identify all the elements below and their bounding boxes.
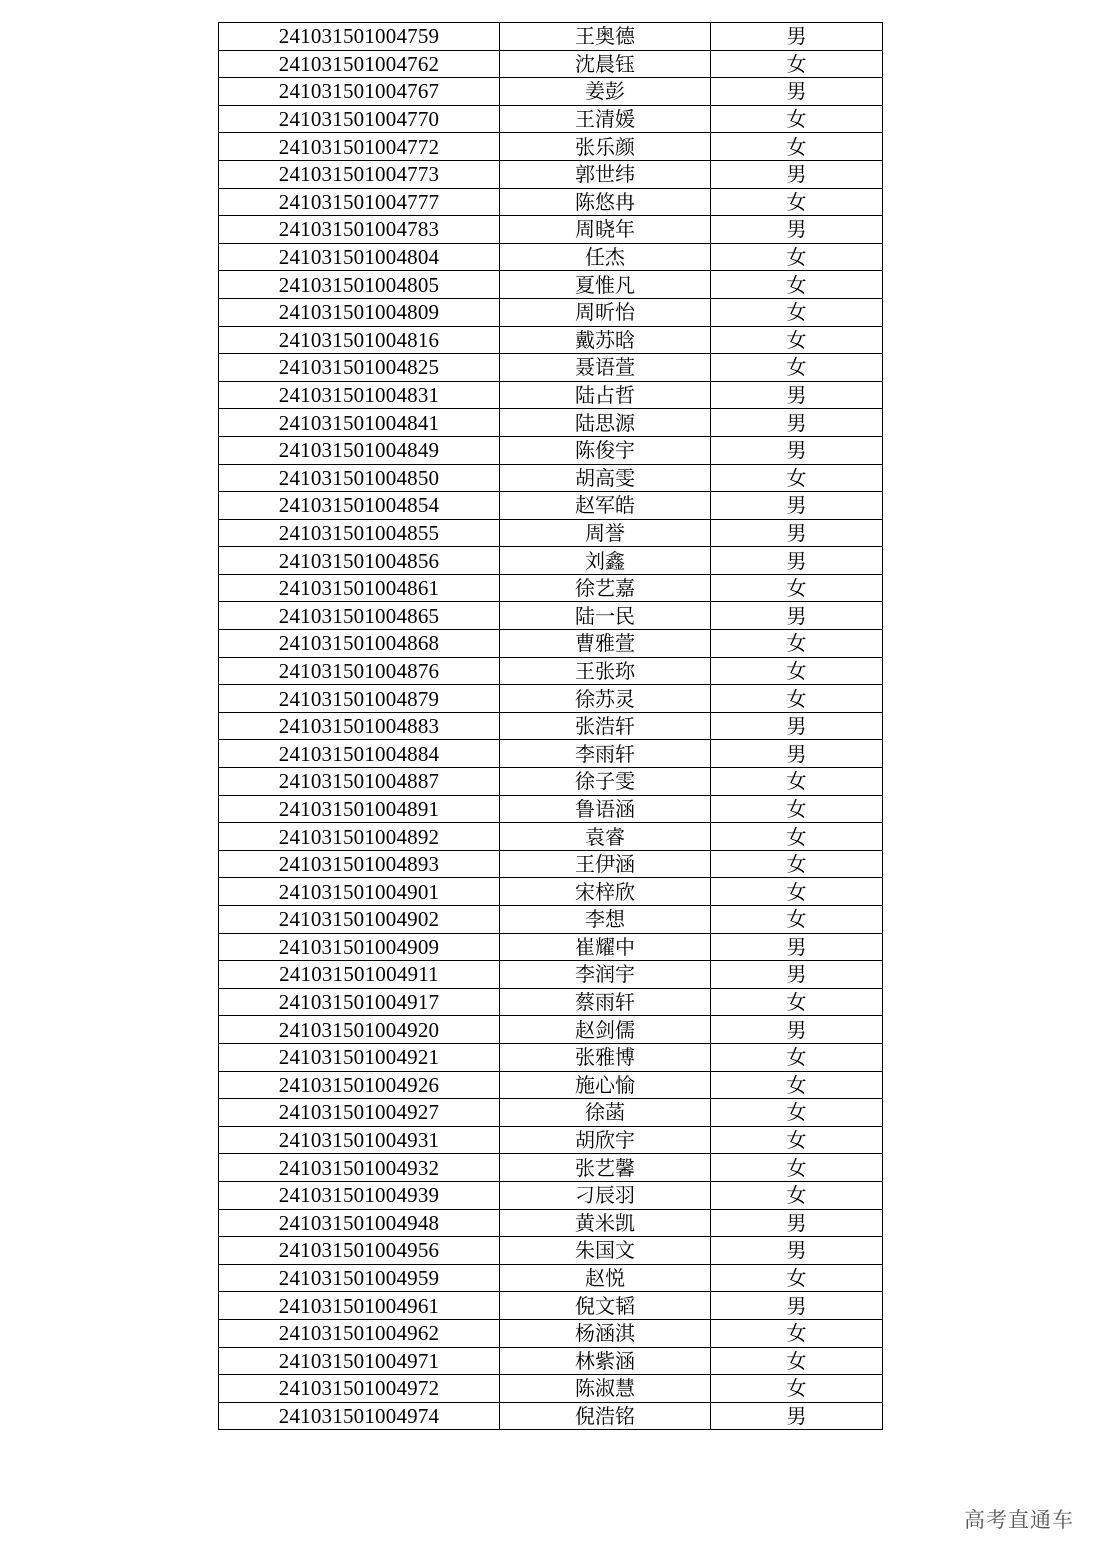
student-name-cell: 赵悦 xyxy=(500,1264,711,1292)
student-id-cell: 241031501004961 xyxy=(219,1292,500,1320)
student-gender-cell: 女 xyxy=(711,657,883,685)
student-name-cell: 刁辰羽 xyxy=(500,1181,711,1209)
student-gender-cell: 男 xyxy=(711,436,883,464)
table-row xyxy=(219,1016,883,1044)
student-name-cell: 陆思源 xyxy=(500,409,711,437)
student-name-cell: 鲁语涵 xyxy=(500,795,711,823)
student-id-cell: 241031501004962 xyxy=(219,1319,500,1347)
table-row xyxy=(219,878,883,906)
student-gender-cell: 女 xyxy=(711,878,883,906)
table-row xyxy=(219,768,883,796)
student-id-cell: 241031501004805 xyxy=(219,271,500,299)
table-row xyxy=(219,795,883,823)
table-row xyxy=(219,298,883,326)
student-id-cell: 241031501004883 xyxy=(219,712,500,740)
student-gender-cell: 女 xyxy=(711,1375,883,1403)
student-name-cell: 赵军皓 xyxy=(500,492,711,520)
table-row xyxy=(219,105,883,133)
student-id-cell: 241031501004816 xyxy=(219,326,500,354)
student-gender-cell: 女 xyxy=(711,850,883,878)
table-row xyxy=(219,1347,883,1375)
student-gender-cell: 女 xyxy=(711,298,883,326)
student-gender-cell: 女 xyxy=(711,464,883,492)
student-name-cell: 李润宇 xyxy=(500,961,711,989)
watermark-text: 高考直通车 xyxy=(964,1508,1074,1532)
table-row xyxy=(219,1126,883,1154)
student-gender-cell: 女 xyxy=(711,1347,883,1375)
student-gender-cell: 男 xyxy=(711,23,883,51)
student-gender-cell: 男 xyxy=(711,1292,883,1320)
student-name-cell: 施心愉 xyxy=(500,1071,711,1099)
student-gender-cell: 男 xyxy=(711,381,883,409)
student-gender-cell: 女 xyxy=(711,326,883,354)
student-id-cell: 241031501004772 xyxy=(219,133,500,161)
table-row xyxy=(219,630,883,658)
student-name-cell: 胡欣宇 xyxy=(500,1126,711,1154)
table-row xyxy=(219,1181,883,1209)
student-gender-cell: 男 xyxy=(711,78,883,106)
table-row xyxy=(219,602,883,630)
student-id-cell: 241031501004902 xyxy=(219,906,500,934)
student-gender-cell: 女 xyxy=(711,795,883,823)
student-id-cell: 241031501004939 xyxy=(219,1181,500,1209)
student-gender-cell: 女 xyxy=(711,133,883,161)
student-id-cell: 241031501004893 xyxy=(219,850,500,878)
student-id-cell: 241031501004879 xyxy=(219,685,500,713)
table-row xyxy=(219,1043,883,1071)
student-id-cell: 241031501004917 xyxy=(219,988,500,1016)
table-row xyxy=(219,1209,883,1237)
table-row xyxy=(219,1402,883,1430)
student-name-cell: 王清媛 xyxy=(500,105,711,133)
student-name-cell: 杨涵淇 xyxy=(500,1319,711,1347)
student-name-cell: 徐苏灵 xyxy=(500,685,711,713)
student-name-cell: 蔡雨轩 xyxy=(500,988,711,1016)
student-gender-cell: 女 xyxy=(711,1319,883,1347)
table-row xyxy=(219,78,883,106)
student-gender-cell: 女 xyxy=(711,50,883,78)
student-name-cell: 陈俊宇 xyxy=(500,436,711,464)
table-row xyxy=(219,381,883,409)
student-name-cell: 张浩轩 xyxy=(500,712,711,740)
student-name-cell: 王伊涵 xyxy=(500,850,711,878)
table-row xyxy=(219,492,883,520)
table-row xyxy=(219,50,883,78)
student-id-cell: 241031501004759 xyxy=(219,23,500,51)
student-name-cell: 陆占哲 xyxy=(500,381,711,409)
student-gender-cell: 男 xyxy=(711,933,883,961)
table-row xyxy=(219,1264,883,1292)
table-row xyxy=(219,850,883,878)
student-id-cell: 241031501004854 xyxy=(219,492,500,520)
student-id-cell: 241031501004892 xyxy=(219,823,500,851)
student-gender-cell: 女 xyxy=(711,574,883,602)
student-name-cell: 李雨轩 xyxy=(500,740,711,768)
student-name-cell: 陈悠冉 xyxy=(500,188,711,216)
table-row xyxy=(219,243,883,271)
student-id-cell: 241031501004956 xyxy=(219,1237,500,1265)
table-row xyxy=(219,188,883,216)
student-gender-cell: 男 xyxy=(711,961,883,989)
table-row xyxy=(219,133,883,161)
table-row xyxy=(219,160,883,188)
student-gender-cell: 女 xyxy=(711,685,883,713)
student-id-cell: 241031501004921 xyxy=(219,1043,500,1071)
student-gender-cell: 男 xyxy=(711,740,883,768)
student-name-cell: 徐艺嘉 xyxy=(500,574,711,602)
student-gender-cell: 男 xyxy=(711,492,883,520)
student-gender-cell: 男 xyxy=(711,409,883,437)
student-id-cell: 241031501004762 xyxy=(219,50,500,78)
table-row xyxy=(219,1071,883,1099)
table-row xyxy=(219,740,883,768)
table-row xyxy=(219,1375,883,1403)
student-id-cell: 241031501004911 xyxy=(219,961,500,989)
student-name-cell: 陈淑慧 xyxy=(500,1375,711,1403)
student-gender-cell: 女 xyxy=(711,1126,883,1154)
student-name-cell: 任杰 xyxy=(500,243,711,271)
student-id-cell: 241031501004783 xyxy=(219,216,500,244)
student-name-cell: 黄米凯 xyxy=(500,1209,711,1237)
table-row xyxy=(219,1319,883,1347)
student-id-cell: 241031501004974 xyxy=(219,1402,500,1430)
student-gender-cell: 女 xyxy=(711,1181,883,1209)
student-name-cell: 周誉 xyxy=(500,519,711,547)
student-id-cell: 241031501004865 xyxy=(219,602,500,630)
student-gender-cell: 女 xyxy=(711,271,883,299)
student-gender-cell: 男 xyxy=(711,602,883,630)
student-gender-cell: 女 xyxy=(711,1043,883,1071)
student-gender-cell: 男 xyxy=(711,1402,883,1430)
table-row xyxy=(219,1154,883,1182)
student-name-cell: 张乐颜 xyxy=(500,133,711,161)
student-name-cell: 陆一民 xyxy=(500,602,711,630)
student-gender-cell: 女 xyxy=(711,243,883,271)
student-gender-cell: 女 xyxy=(711,1264,883,1292)
student-gender-cell: 男 xyxy=(711,1237,883,1265)
student-name-cell: 曹雅萱 xyxy=(500,630,711,658)
student-id-cell: 241031501004959 xyxy=(219,1264,500,1292)
student-id-cell: 241031501004777 xyxy=(219,188,500,216)
student-gender-cell: 男 xyxy=(711,160,883,188)
student-gender-cell: 女 xyxy=(711,1154,883,1182)
table-row xyxy=(219,906,883,934)
table-row xyxy=(219,23,883,51)
table-row xyxy=(219,1292,883,1320)
student-gender-cell: 男 xyxy=(711,1016,883,1044)
student-id-cell: 241031501004972 xyxy=(219,1375,500,1403)
table-row xyxy=(219,326,883,354)
student-id-cell: 241031501004901 xyxy=(219,878,500,906)
student-name-cell: 李想 xyxy=(500,906,711,934)
student-id-cell: 241031501004971 xyxy=(219,1347,500,1375)
student-id-cell: 241031501004809 xyxy=(219,298,500,326)
student-id-cell: 241031501004861 xyxy=(219,574,500,602)
table-row xyxy=(219,657,883,685)
student-name-cell: 倪浩铭 xyxy=(500,1402,711,1430)
table-row xyxy=(219,464,883,492)
table-row xyxy=(219,436,883,464)
student-name-cell: 赵剑儒 xyxy=(500,1016,711,1044)
table-row xyxy=(219,685,883,713)
student-id-cell: 241031501004909 xyxy=(219,933,500,961)
table-row xyxy=(219,933,883,961)
student-gender-cell: 女 xyxy=(711,823,883,851)
student-id-cell: 241031501004920 xyxy=(219,1016,500,1044)
student-id-cell: 241031501004932 xyxy=(219,1154,500,1182)
table-row xyxy=(219,712,883,740)
student-roster-table xyxy=(218,22,883,1430)
student-name-cell: 夏惟凡 xyxy=(500,271,711,299)
student-id-cell: 241031501004855 xyxy=(219,519,500,547)
table-row xyxy=(219,988,883,1016)
student-id-cell: 241031501004926 xyxy=(219,1071,500,1099)
student-id-cell: 241031501004825 xyxy=(219,354,500,382)
student-id-cell: 241031501004927 xyxy=(219,1099,500,1127)
student-gender-cell: 男 xyxy=(711,547,883,575)
student-id-cell: 241031501004891 xyxy=(219,795,500,823)
student-gender-cell: 女 xyxy=(711,188,883,216)
table-row xyxy=(219,547,883,575)
student-name-cell: 郭世纬 xyxy=(500,160,711,188)
table-row xyxy=(219,823,883,851)
table-row xyxy=(219,961,883,989)
student-name-cell: 林紫涵 xyxy=(500,1347,711,1375)
student-gender-cell: 女 xyxy=(711,354,883,382)
student-id-cell: 241031501004831 xyxy=(219,381,500,409)
student-name-cell: 徐菡 xyxy=(500,1099,711,1127)
student-gender-cell: 女 xyxy=(711,105,883,133)
student-name-cell: 崔耀中 xyxy=(500,933,711,961)
student-id-cell: 241031501004767 xyxy=(219,78,500,106)
student-name-cell: 刘鑫 xyxy=(500,547,711,575)
student-id-cell: 241031501004856 xyxy=(219,547,500,575)
student-name-cell: 王张珎 xyxy=(500,657,711,685)
roster-body xyxy=(219,23,883,1430)
student-id-cell: 241031501004876 xyxy=(219,657,500,685)
student-gender-cell: 男 xyxy=(711,712,883,740)
student-name-cell: 朱国文 xyxy=(500,1237,711,1265)
student-id-cell: 241031501004770 xyxy=(219,105,500,133)
student-name-cell: 戴苏晗 xyxy=(500,326,711,354)
student-id-cell: 241031501004804 xyxy=(219,243,500,271)
student-name-cell: 张雅博 xyxy=(500,1043,711,1071)
student-name-cell: 张艺馨 xyxy=(500,1154,711,1182)
student-name-cell: 沈晨钰 xyxy=(500,50,711,78)
student-id-cell: 241031501004773 xyxy=(219,160,500,188)
student-name-cell: 倪文韬 xyxy=(500,1292,711,1320)
student-gender-cell: 男 xyxy=(711,1209,883,1237)
student-id-cell: 241031501004887 xyxy=(219,768,500,796)
student-id-cell: 241031501004884 xyxy=(219,740,500,768)
student-name-cell: 宋梓欣 xyxy=(500,878,711,906)
student-gender-cell: 女 xyxy=(711,1099,883,1127)
student-id-cell: 241031501004868 xyxy=(219,630,500,658)
table-row xyxy=(219,1237,883,1265)
table-row xyxy=(219,271,883,299)
student-gender-cell: 男 xyxy=(711,216,883,244)
student-gender-cell: 女 xyxy=(711,1071,883,1099)
student-name-cell: 王奥德 xyxy=(500,23,711,51)
student-id-cell: 241031501004841 xyxy=(219,409,500,437)
student-name-cell: 胡高雯 xyxy=(500,464,711,492)
table-row xyxy=(219,216,883,244)
student-gender-cell: 女 xyxy=(711,906,883,934)
student-name-cell: 袁睿 xyxy=(500,823,711,851)
student-id-cell: 241031501004850 xyxy=(219,464,500,492)
student-name-cell: 周晓年 xyxy=(500,216,711,244)
table-row xyxy=(219,519,883,547)
student-gender-cell: 女 xyxy=(711,768,883,796)
student-name-cell: 聂语萱 xyxy=(500,354,711,382)
table-row xyxy=(219,354,883,382)
student-id-cell: 241031501004931 xyxy=(219,1126,500,1154)
student-name-cell: 姜彭 xyxy=(500,78,711,106)
student-gender-cell: 女 xyxy=(711,988,883,1016)
student-name-cell: 周昕怡 xyxy=(500,298,711,326)
student-gender-cell: 女 xyxy=(711,630,883,658)
table-row xyxy=(219,1099,883,1127)
table-row xyxy=(219,409,883,437)
student-id-cell: 241031501004849 xyxy=(219,436,500,464)
table-row xyxy=(219,574,883,602)
student-name-cell: 徐子雯 xyxy=(500,768,711,796)
student-gender-cell: 男 xyxy=(711,519,883,547)
student-id-cell: 241031501004948 xyxy=(219,1209,500,1237)
